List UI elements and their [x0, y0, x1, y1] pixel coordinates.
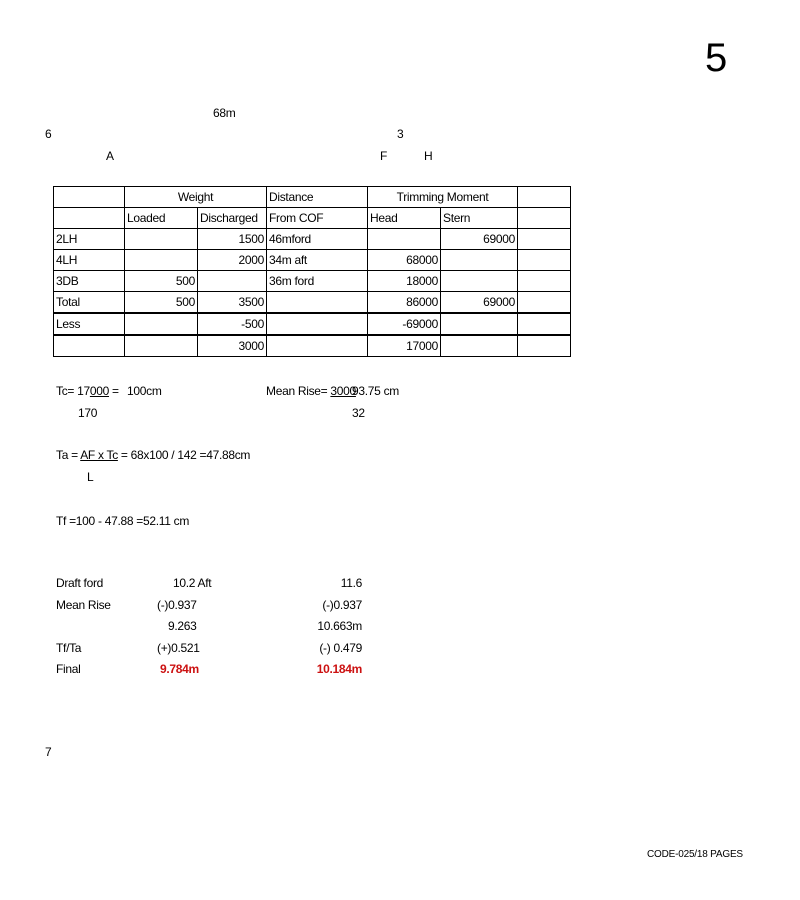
sub-header-loaded: Loaded — [125, 208, 198, 229]
loaded-cell: 500 — [125, 292, 198, 314]
table-cell — [54, 208, 125, 229]
discharged-cell: -500 — [198, 313, 267, 335]
tc-value: 100cm — [127, 384, 162, 398]
tf-ta-ford: (+)0.521 — [157, 641, 200, 655]
ta-denominator: L — [87, 470, 94, 484]
table-cell — [518, 208, 571, 229]
table-group-header-row — [54, 187, 571, 208]
row-label: 3DB — [54, 271, 125, 292]
table-cell — [518, 335, 571, 357]
table-cell — [518, 313, 571, 335]
mean-rise-denominator: 32 — [352, 406, 365, 420]
sub-header-head: Head — [368, 208, 441, 229]
row-label: Total — [54, 292, 125, 314]
head-cell: 17000 — [368, 335, 441, 357]
table-cell — [54, 187, 125, 208]
distance-cell — [267, 335, 368, 357]
head-cell: 86000 — [368, 292, 441, 314]
table-row — [54, 250, 571, 271]
mean-rise-label: Mean Rise — [56, 598, 111, 612]
length-label: 68m — [213, 106, 236, 120]
tc-formula — [56, 384, 119, 398]
head-cell: 18000 — [368, 271, 441, 292]
label-h: H — [424, 149, 433, 163]
table-sub-header-row — [54, 208, 571, 229]
ta-value: 68x100 / 142 =47.88cm — [130, 448, 251, 462]
discharged-cell: 3000 — [198, 335, 267, 357]
ta-prefix: Ta = — [56, 448, 81, 462]
ta-formula — [56, 448, 250, 462]
tc-eq: = — [109, 384, 119, 398]
table-cell — [518, 271, 571, 292]
loaded-cell — [125, 250, 198, 271]
table-cell — [518, 292, 571, 314]
table-cell — [518, 250, 571, 271]
distance-cell: 34m aft — [267, 250, 368, 271]
distance-cell: 36m ford — [267, 271, 368, 292]
loaded-cell — [125, 229, 198, 250]
draft-label: Draft ford — [56, 576, 104, 590]
left-number: 6 — [45, 127, 52, 141]
tc-prefix: Tc= 17 — [56, 384, 90, 398]
stern-cell — [441, 271, 518, 292]
sub-header-stern: Stern — [441, 208, 518, 229]
draft-ford: 10.2 Aft — [173, 576, 212, 590]
distance-cell: 46mford — [267, 229, 368, 250]
final-label: Final — [56, 662, 81, 676]
trimming-table — [53, 186, 571, 357]
mean-rise-prefix: Mean Rise= — [266, 384, 331, 398]
table-row — [54, 335, 571, 357]
group-header-distance: Distance — [267, 187, 368, 208]
group-header-weight: Weight — [125, 187, 267, 208]
subtotal-ford: 9.263 — [168, 619, 197, 633]
table-row — [54, 292, 571, 314]
discharged-cell — [198, 271, 267, 292]
tc-denominator: 170 — [78, 406, 98, 420]
loaded-cell: 500 — [125, 271, 198, 292]
loaded-cell — [125, 313, 198, 335]
footer-code: CODE-025/18 PAGES — [647, 849, 743, 860]
ta-eq: = — [117, 448, 131, 462]
table-cell — [518, 187, 571, 208]
loaded-cell — [125, 335, 198, 357]
mean-rise-aft: (-)0.937 — [322, 598, 362, 612]
row-label: 4LH — [54, 250, 125, 271]
discharged-cell: 3500 — [198, 292, 267, 314]
label-a: A — [106, 149, 114, 163]
stern-cell — [441, 250, 518, 271]
tc-underlined: 000 — [89, 384, 110, 398]
head-cell — [368, 229, 441, 250]
tf-line: Tf =100 - 47.88 =52.11 cm — [56, 514, 190, 528]
head-cell: -69000 — [368, 313, 441, 335]
mean-rise-value: 93.75 cm — [352, 384, 399, 398]
sub-header-from-cof: From COF — [267, 208, 368, 229]
stern-cell — [441, 335, 518, 357]
sub-header-discharged: Discharged — [198, 208, 267, 229]
head-cell: 68000 — [368, 250, 441, 271]
draft-aft: 11.6 — [340, 576, 362, 590]
discharged-cell: 2000 — [198, 250, 267, 271]
table-row — [54, 271, 571, 292]
stern-cell: 69000 — [441, 229, 518, 250]
final-ford: 9.784m — [160, 662, 199, 676]
subtotal-aft: 10.663m — [317, 619, 362, 633]
table-cell — [518, 229, 571, 250]
ta-underlined: AF x Tc — [80, 448, 118, 462]
mean-rise-underlined: 3000 — [330, 384, 356, 398]
discharged-cell: 1500 — [198, 229, 267, 250]
distance-cell — [267, 292, 368, 314]
right-number: 3 — [397, 127, 404, 141]
bottom-left-number: 7 — [45, 745, 52, 759]
row-label: 2LH — [54, 229, 125, 250]
stern-cell — [441, 313, 518, 335]
row-label — [54, 335, 125, 357]
distance-cell — [267, 313, 368, 335]
group-header-trimming-moment: Trimming Moment — [368, 187, 518, 208]
tf-ta-label: Tf/Ta — [56, 641, 82, 655]
final-aft: 10.184m — [316, 662, 362, 676]
table-row — [54, 313, 571, 335]
label-f: F — [380, 149, 388, 163]
mean-rise-ford: (-)0.937 — [157, 598, 197, 612]
tf-ta-aft: (-) 0.479 — [319, 641, 362, 655]
stern-cell: 69000 — [441, 292, 518, 314]
mean-rise-formula — [266, 384, 356, 398]
table-row — [54, 229, 571, 250]
page-number: 5 — [705, 36, 728, 80]
row-label: Less — [54, 313, 125, 335]
